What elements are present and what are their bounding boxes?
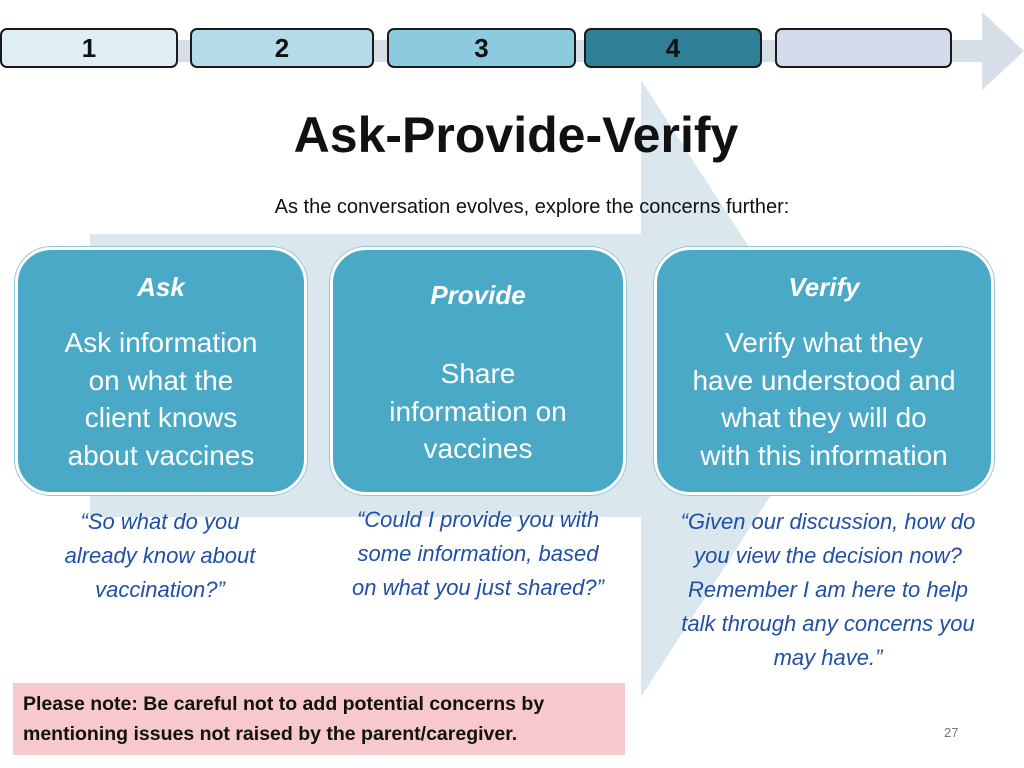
ask-body: [18, 324, 304, 474]
ask-body-line: about vaccines: [67, 439, 255, 471]
step-2-label: 2: [274, 32, 290, 63]
step-4-label: 4: [665, 32, 681, 63]
caution-note-line: mentioning issues not raised by the parent/caregiver.: [23, 723, 518, 745]
page-number: 27: [944, 725, 959, 740]
provide-body-line: Share: [440, 358, 516, 389]
verify-quote-line: talk through any concerns you: [681, 611, 975, 636]
ask-body-line: Ask information: [64, 327, 258, 358]
provide-body-line: information on: [389, 395, 567, 427]
verify-body-line: Verify what they: [725, 327, 923, 358]
provide-quote-line: some information, based: [357, 541, 599, 566]
ask-body-line: on what the: [88, 364, 234, 396]
step-1-label: 1: [81, 32, 97, 63]
provide-quote-line: on what you just shared?”: [352, 575, 604, 600]
ask-quote-line: “So what do you: [80, 509, 240, 534]
verify-quote: [650, 505, 1006, 675]
step-3-label: 3: [474, 32, 489, 63]
verify-card: [654, 247, 994, 495]
ask-quote-line: already know about: [64, 543, 256, 568]
ask-card: [15, 247, 307, 495]
verify-quote-line: you view the decision now?: [694, 543, 962, 568]
provide-card: [330, 247, 626, 495]
provide-body: [333, 355, 623, 468]
provide-body-line: vaccines: [423, 433, 533, 464]
verify-body: [657, 324, 991, 474]
ask-heading: Ask: [137, 272, 185, 302]
verify-body-line: with this information: [700, 439, 948, 471]
verify-quote-line: Remember I am here to help: [687, 577, 969, 602]
provide-heading: Provide: [430, 280, 526, 310]
verify-body-line: have understood and: [692, 364, 956, 396]
provide-quote-line: “Could I provide you with: [356, 507, 600, 532]
caution-note: [13, 683, 625, 755]
verify-heading: Verify: [788, 272, 860, 302]
ask-body-line: client knows: [84, 402, 238, 433]
verify-quote-line: “Given our discussion, how do: [680, 509, 976, 534]
verify-body-line: what they will do: [721, 402, 927, 433]
page-subtitle: As the conversation evolves, explore the concerns further:: [274, 196, 790, 218]
ask-quote-line: vaccination?”: [95, 577, 225, 602]
page-title: Ask-Provide-Verify: [293, 107, 739, 163]
ask-quote: [20, 505, 300, 607]
caution-note-line: Please note: Be careful not to add potential concerns by: [23, 693, 545, 715]
provide-quote: [318, 503, 638, 605]
verify-quote-line: may have.”: [773, 645, 883, 670]
